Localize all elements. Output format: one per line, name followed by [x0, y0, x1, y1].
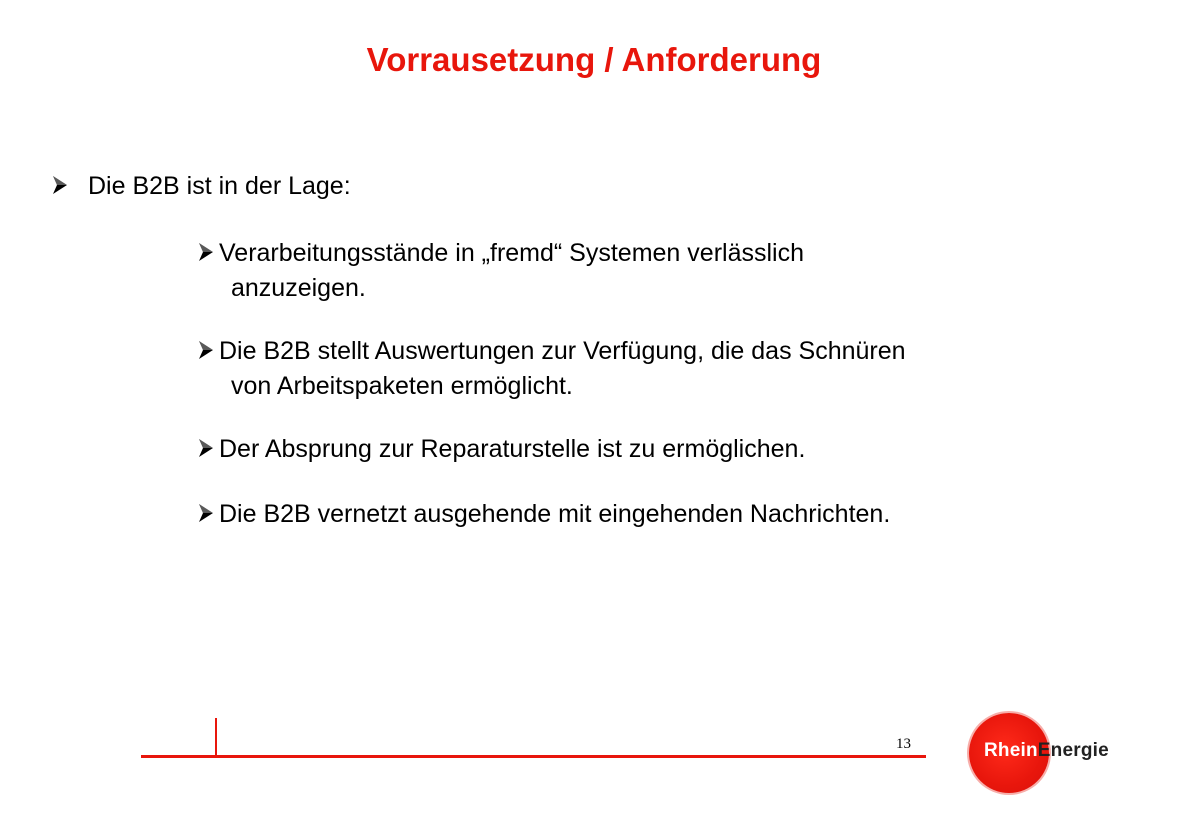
logo-text: [984, 740, 1109, 762]
sub-bullet-line1: Der Absprung zur Reparaturstelle ist zu ermöglichen.: [219, 435, 806, 463]
rheinenergie-logo: [966, 711, 1136, 801]
page-number: 13: [896, 736, 911, 752]
logo-text-energie: Energie: [1037, 740, 1109, 761]
sub-bullet-item: [198, 236, 1128, 306]
arrow-bullet-icon: [198, 340, 214, 360]
logo-text-rhein: Rhein: [984, 740, 1038, 761]
main-bullet: [52, 168, 351, 204]
arrow-bullet-icon: [198, 503, 214, 523]
sub-bullet-item: [198, 432, 1128, 467]
slide-title: Vorrausetzung / Anforderung: [366, 41, 822, 78]
sub-bullet-line1: Verarbeitungsstände in „fremd“ Systemen verlässlich: [219, 239, 804, 267]
sub-bullet-line2: anzuzeigen.: [231, 274, 366, 302]
sub-bullet-line2: von Arbeitspaketen ermöglicht.: [231, 372, 573, 400]
sub-bullet-line1: Die B2B stellt Auswertungen zur Verfügung, die das Schnüren: [219, 337, 906, 365]
sub-bullet-line1: Die B2B vernetzt ausgehende mit eingehenden Nachrichten.: [219, 500, 891, 528]
arrow-bullet-icon: [52, 175, 68, 195]
footer-vertical-rule: [215, 718, 217, 758]
main-bullet-text: Die B2B ist in der Lage:: [88, 172, 351, 200]
arrow-bullet-icon: [198, 438, 214, 458]
arrow-bullet-icon: [198, 242, 214, 262]
footer-horizontal-rule: [141, 755, 926, 758]
sub-bullet-list: [198, 236, 1128, 562]
sub-bullet-item: [198, 334, 1128, 404]
sub-bullet-item: [198, 497, 1128, 532]
